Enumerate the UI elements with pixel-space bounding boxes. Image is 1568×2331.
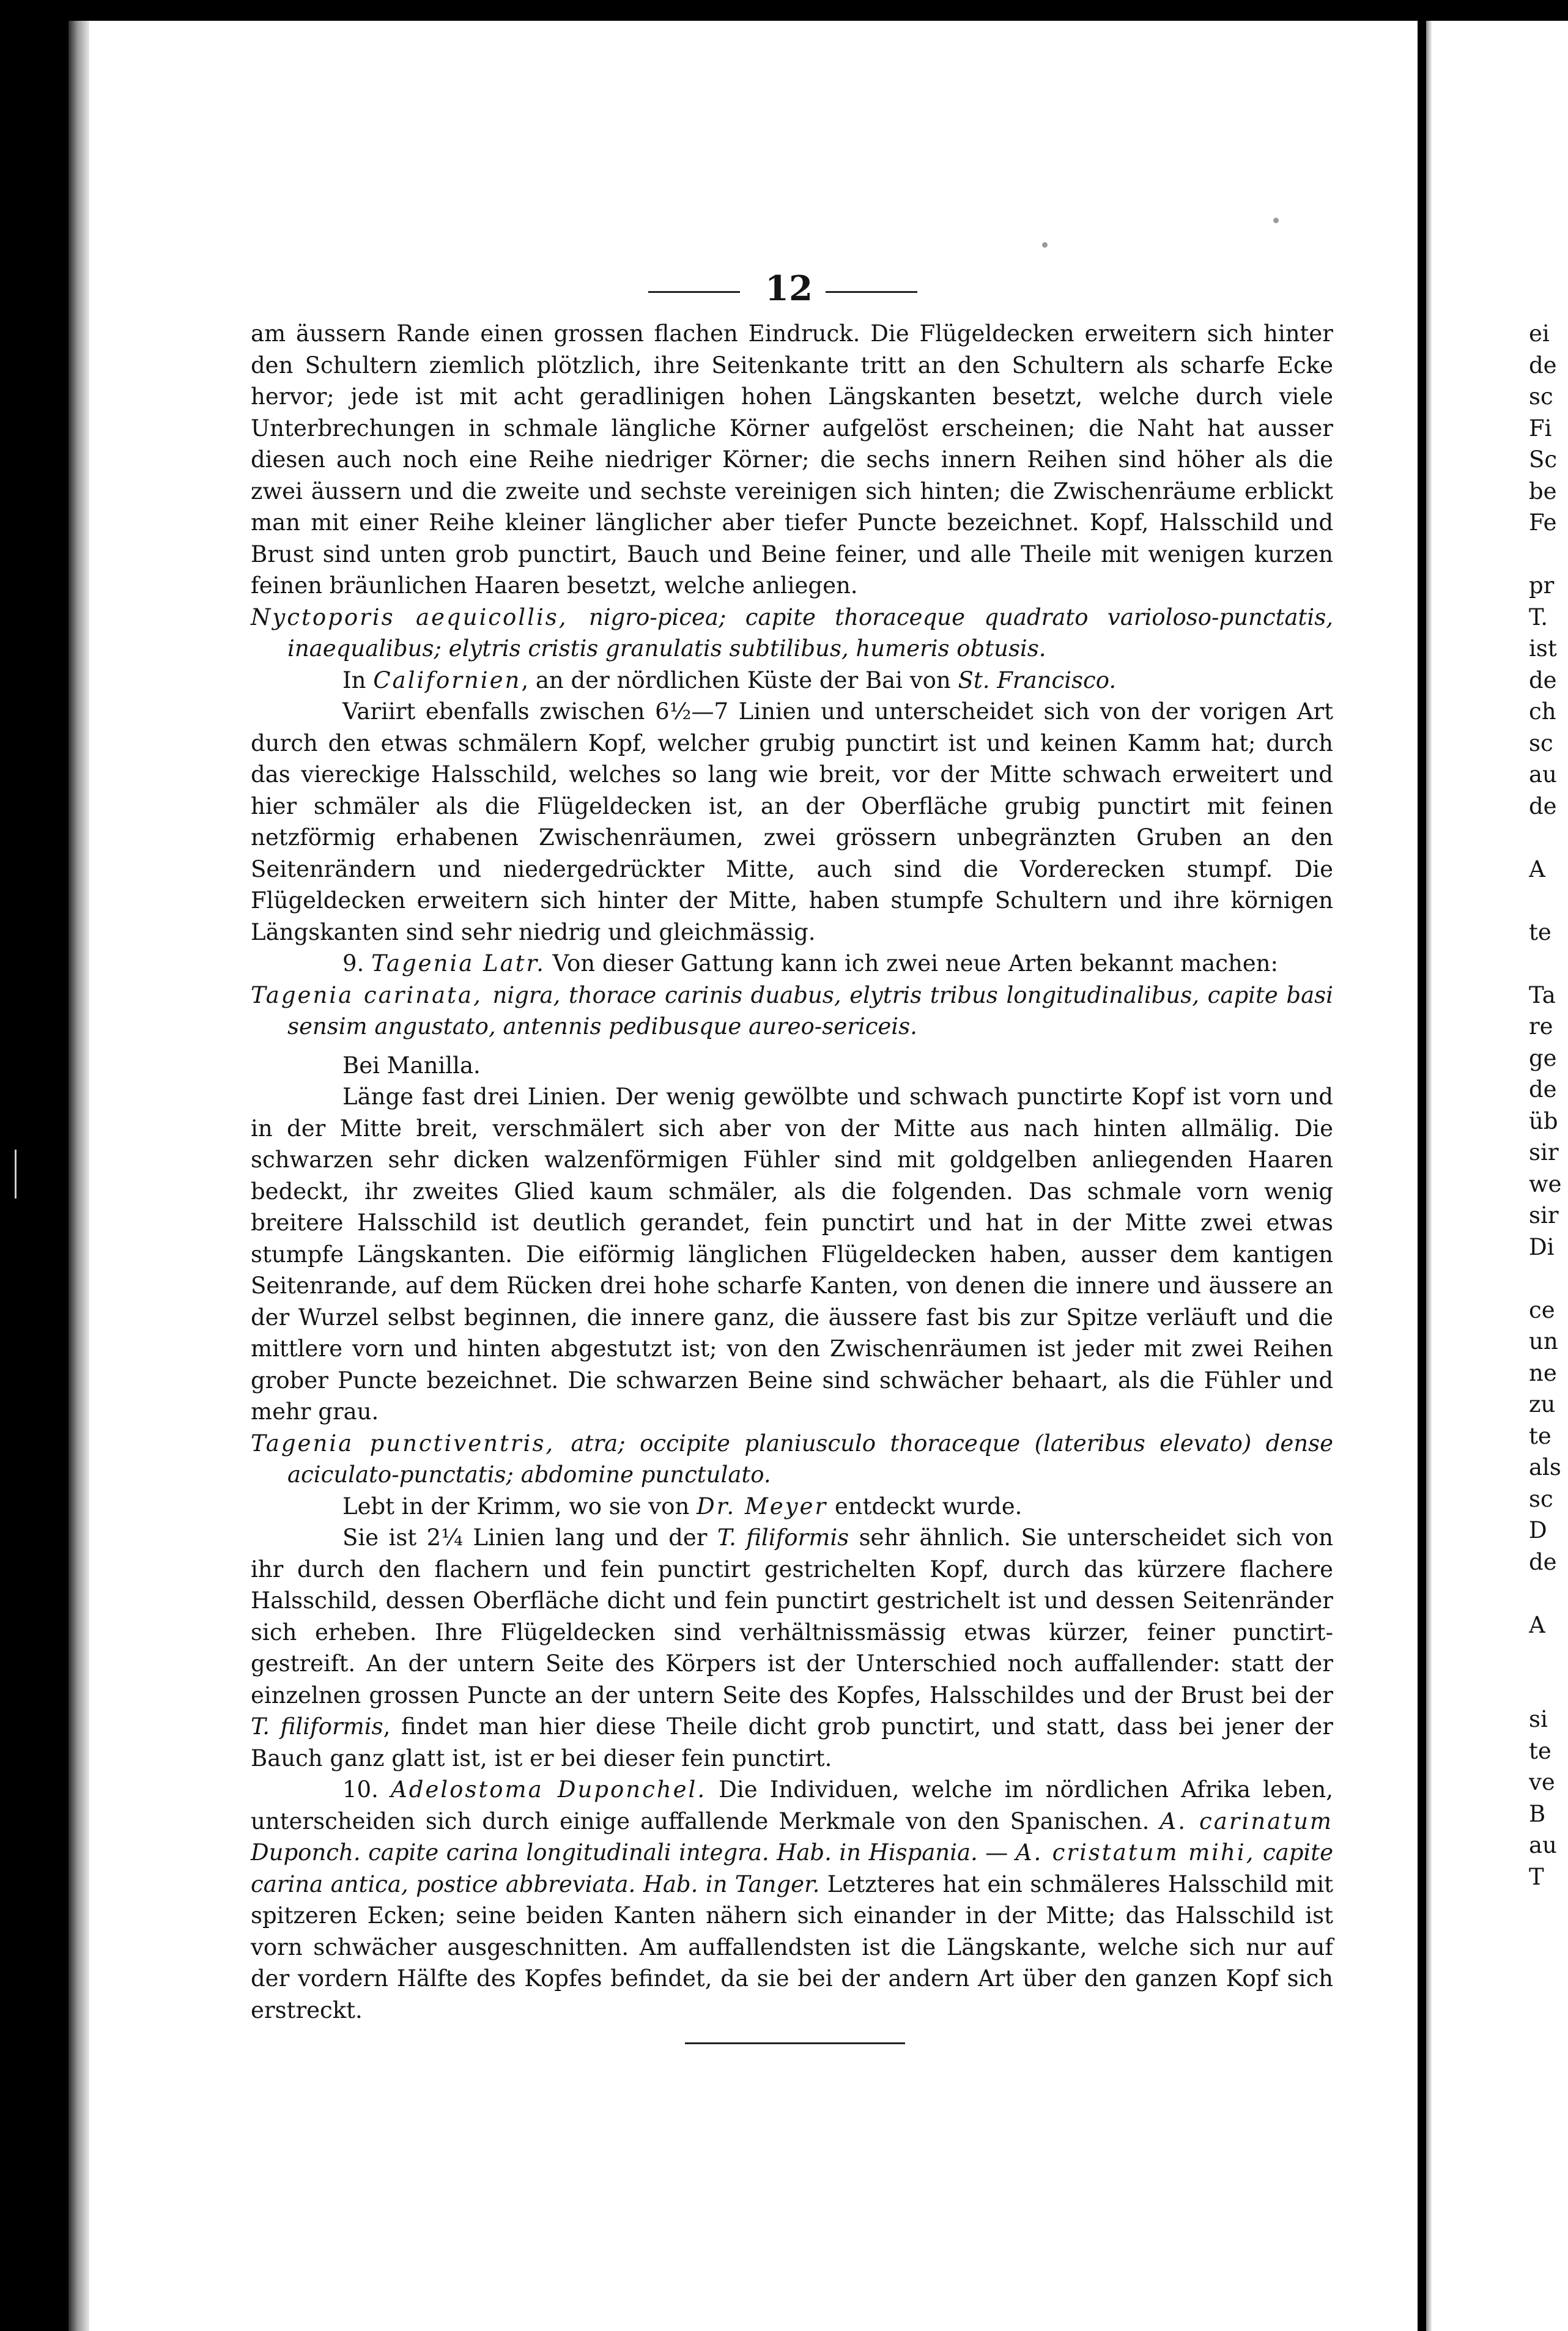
paragraph xyxy=(251,1522,1333,1774)
facing-page-line: ist xyxy=(1529,635,1557,662)
scan-border-left xyxy=(0,0,68,2331)
facing-page-line: zu xyxy=(1529,1391,1556,1417)
latin-text: nigra, thorace carinis duabus, elytris tribus longitudinalibus, capite basi sensim angustato, antennis pedibusque aureo-sericeis. xyxy=(287,981,1333,1040)
facing-page-line: de xyxy=(1529,1076,1557,1103)
page-speck xyxy=(1042,242,1048,248)
facing-page-line: D xyxy=(1529,1517,1547,1543)
latin-text: atra; occipite planiusculo thoraceque (lateribus elevato) dense aciculato-punctatis; abdomine punctulato. xyxy=(287,1430,1334,1488)
facing-page-line: Fe xyxy=(1529,509,1557,536)
gutter-shadow xyxy=(1426,21,1432,2331)
text-run: am äussern Rande einen grossen flachen Eindruck. Die Flügeldecken erweitern sich hinter den Schultern ziemlich plötzlich, ihre Seitenkante tritt an den Schultern als scharfe Ecke hervor; jede ist mit acht geradlinigen hohen Längskanten besetzt, welche durch viele Unterbrechungen in schmale längliche Körner aufgelöst erscheinen; die Naht hat ausser diesen auch noch eine Reihe niedriger Körner; die sechs innern Reihen sind höher als die zwei äussern und die zweite und sechste vereinigen sich hinten; die Zwischenräume erblickt man mit einer Reihe kleiner länglicher aber tiefer Puncte bezeichnet. Kopf, Halsschild und Brust sind unten grob punctirt, Bauch und Beine feiner, und alle Theile mit wenigen kurzen feinen bräunlichen Haaren besetzt, welche anliegen. xyxy=(251,320,1333,599)
facing-page-line: au xyxy=(1529,1832,1557,1858)
facing-page-line: de xyxy=(1529,792,1557,819)
taxon-name: Tagenia carinata, xyxy=(251,981,493,1008)
page-edge-shadow xyxy=(68,21,89,2331)
scan-border-top xyxy=(0,0,1568,21)
facing-page-line: de xyxy=(1529,352,1557,379)
text-run: 10. xyxy=(342,1776,391,1803)
paragraph xyxy=(251,948,1333,980)
taxon-name: A. cristatum mihi, xyxy=(1015,1839,1256,1866)
facing-page-line xyxy=(1529,822,1568,854)
text-run: Bei Manilla. xyxy=(342,1052,481,1079)
paragraph xyxy=(251,1774,1333,2026)
facing-page-line: sir xyxy=(1529,1139,1559,1166)
facing-page-line: T xyxy=(1529,1863,1544,1890)
paragraph xyxy=(251,1491,1333,1523)
text-run: Letzteres hat ein schmäleres Halsschild mit spitzeren Ecken; seine beiden Kanten nähern sich einander in der Mitte; das Halsschild ist vorn schwächer ausgeschnitten. Am auffallendsten ist die Längskante, welche sich nur auf der vordern Hälfte des Kopfes befindet, da sie bei der andern Art über den ganzen Kopf sich erstreckt. xyxy=(251,1871,1333,2023)
facing-page-line: ne xyxy=(1529,1359,1557,1386)
facing-page-line: sc xyxy=(1529,1485,1553,1512)
taxon-name: Nyctoporis aequicollis, xyxy=(251,604,589,630)
facing-page-line: ge xyxy=(1529,1044,1557,1071)
latin-text: T. filiformis xyxy=(251,1713,383,1740)
page-header xyxy=(245,264,1333,313)
paragraph xyxy=(251,696,1333,948)
facing-page-line: T. xyxy=(1529,604,1548,630)
facing-page-line: als xyxy=(1529,1454,1561,1480)
facing-page-line xyxy=(1529,948,1568,980)
paragraph xyxy=(251,665,1333,696)
text-run: sehr ähnlich. Sie unterscheidet sich von ihr durch den flachern und fein punctirt gestrichelten Kopf, durch das kürzere flachere Halsschild, dessen Oberfläche dicht und fein punctirt gestrichelt ist und dessen Seitenränder sich erheben. Ihre Flügeldecken sind verhältnissmässig etwas kürzer, feiner punctirt-gestreift. An der untern Seite des Körpers ist der Unterschied noch auffallender: statt der einzelnen grossen Puncte an der untern Seite des Kopfes, Halsschildes und der Brust bei der xyxy=(251,1524,1333,1709)
facing-page-line: pr xyxy=(1529,572,1555,599)
facing-page-line xyxy=(1529,1672,1568,1704)
species-diagnosis xyxy=(251,1428,1333,1491)
species-diagnosis xyxy=(251,602,1333,665)
facing-page-line: re xyxy=(1529,1013,1553,1040)
facing-page-line: ve xyxy=(1529,1769,1555,1795)
paragraph xyxy=(251,1081,1333,1428)
facing-page-line: we xyxy=(1529,1170,1562,1197)
text-run: In xyxy=(342,667,374,693)
page-speck xyxy=(1273,218,1279,223)
facing-page-line: de xyxy=(1529,667,1557,693)
header-rule-right xyxy=(826,291,917,293)
latin-text: Duponch. capite carina longitudinali integra. Hab. in Hispania. xyxy=(251,1839,978,1866)
text-run: Lebt in der Krimm, wo sie von xyxy=(342,1493,697,1520)
facing-page-line xyxy=(1529,1263,1568,1295)
facing-page-line: te xyxy=(1529,1422,1551,1449)
taxon-name: Tagenia Latr. xyxy=(371,950,545,977)
paragraph xyxy=(251,318,1333,602)
facing-page-line: sc xyxy=(1529,730,1553,756)
text-run xyxy=(1255,1839,1262,1866)
facing-page-line: Sc xyxy=(1529,446,1558,473)
text-run: — xyxy=(977,1839,1016,1866)
body-text xyxy=(251,318,1333,2026)
facing-page-line xyxy=(1529,1578,1568,1609)
facing-page-line: te xyxy=(1529,918,1551,945)
facing-page-line xyxy=(1529,539,1568,571)
facing-page-line: de xyxy=(1529,1548,1557,1575)
facing-page-line: be xyxy=(1529,478,1557,504)
section-end-rule xyxy=(685,2042,905,2044)
latin-text: nigro-picea; capite thoraceque quadrato varioloso-punctatis, inaequalibus; elytris cristis granulatis subtilibus, humeris obtusis. xyxy=(287,604,1333,662)
facing-page-line: ce xyxy=(1529,1296,1555,1323)
facing-page-fragment xyxy=(1529,318,1568,1893)
paragraph-gap xyxy=(251,1043,1333,1050)
facing-page-line: si xyxy=(1529,1706,1548,1732)
facing-page-line: ei xyxy=(1529,320,1550,347)
text-run: Variirt ebenfalls zwischen 6½—7 Linien und unterscheidet sich von der vorigen Art durch den etwas schmälern Kopf, welcher grubig punctirt ist und keinen Kamm hat; durch das viereckige Halsschild, welches so lang wie breit, vor der Mitte schwach erweitert und hier schmäler als die Flügeldecken ist, an der Oberfläche grubig punctirt mit feinen netzförmig erhabenen Zwischenräumen, zwei grössern unbegränzten Gruben an den Seitenrändern und niedergedrückter Mitte, auch sind die Vorderecken stumpf. Die Flügeldecken erweitern sich hinter der Mitte, haben stumpfe Schultern und ihre körnigen Längskanten sind sehr niedrig und gleichmässig. xyxy=(251,698,1333,945)
latin-text: St. Francisco. xyxy=(958,667,1117,693)
species-diagnosis xyxy=(251,980,1333,1043)
facing-page-line: te xyxy=(1529,1737,1551,1764)
page-number: 12 xyxy=(765,268,813,309)
facing-page-line: A xyxy=(1529,1611,1545,1638)
facing-page-line: Di xyxy=(1529,1233,1555,1260)
text-run: , an der nördlichen Küste der Bai von xyxy=(521,667,958,693)
taxon-name: Adelostoma Duponchel. xyxy=(390,1776,707,1803)
facing-page-line: B xyxy=(1529,1800,1546,1827)
facing-page-line: un xyxy=(1529,1328,1558,1354)
taxon-name: Tagenia punctiventris, xyxy=(251,1430,571,1457)
facing-page-line: Fi xyxy=(1529,415,1552,441)
text-run: 9. xyxy=(342,950,372,977)
text-run: Sie ist 2¼ Linien lang und der xyxy=(342,1524,717,1551)
text-run: Länge fast drei Linien. Der wenig gewölbte und schwach punctirte Kopf ist vorn und in der Mitte breit, verschmälert sich aber von der Mitte aus nach hinten allmälig. Die schwarzen sehr dicken walzenförmigen Fühler sind mit goldgelben anliegenden Haaren bedeckt, ihr zweites Glied kaum schmäler, als die folgenden. Das schmale vorn wenig breitere Halsschild ist deutlich gerandet, fein punctirt und hat in der Mitte zwei etwas stumpfe Längskanten. Die eiförmig länglichen Flügeldecken haben, ausser dem kantigen Seitenrande, auf dem Rücken drei hohe scharfe Kanten, von denen die innere und äussere an der Wurzel selbst beginnen, die innere ganz, die äussere fast bis zur Spitze verläuft und die mittlere vorn und hinten abgestutzt ist; von den Zwischenräumen ist jeder mit zwei Reihen grober Puncte bezeichnet. Die schwarzen Beine sind schwächer behaart, als die Fühler und mehr grau. xyxy=(251,1084,1333,1425)
text-run: Von dieser Gattung kann ich zwei neue Arten bekannt machen: xyxy=(545,950,1278,977)
text-run: , findet man hier diese Theile dicht grob punctirt, und statt, dass bei jener der Bauch ganz glatt ist, ist er bei dieser fein punctirt. xyxy=(251,1713,1333,1771)
facing-page-line: au xyxy=(1529,761,1557,788)
facing-page-line: ch xyxy=(1529,698,1556,725)
text-run: Die Individuen, welche im nördlichen Afrika leben, unterscheiden sich durch einige auffallende Merkmale von den Spanischen. xyxy=(251,1776,1333,1834)
facing-page-line: Ta xyxy=(1529,981,1556,1008)
facing-page-line: sc xyxy=(1529,383,1553,410)
latin-text: capite carina antica, postice abbreviata. Hab. in Tanger. xyxy=(251,1839,1333,1897)
header-rule-left xyxy=(648,291,740,293)
facing-page-line xyxy=(1529,1641,1568,1672)
facing-page-line xyxy=(1529,885,1568,917)
paragraph xyxy=(251,1050,1333,1082)
taxon-name: Californien xyxy=(373,667,522,693)
margin-mark xyxy=(15,1150,32,1199)
facing-page-line: A xyxy=(1529,855,1545,882)
latin-text: T. filiformis xyxy=(717,1524,849,1551)
text-run: entdeckt wurde. xyxy=(827,1493,1023,1520)
facing-page-line: üb xyxy=(1529,1107,1558,1134)
taxon-name: Dr. Meyer xyxy=(697,1493,828,1520)
taxon-name: A. carinatum xyxy=(1159,1808,1334,1834)
facing-page-line: sir xyxy=(1529,1202,1559,1228)
book-gutter xyxy=(1418,21,1426,2331)
